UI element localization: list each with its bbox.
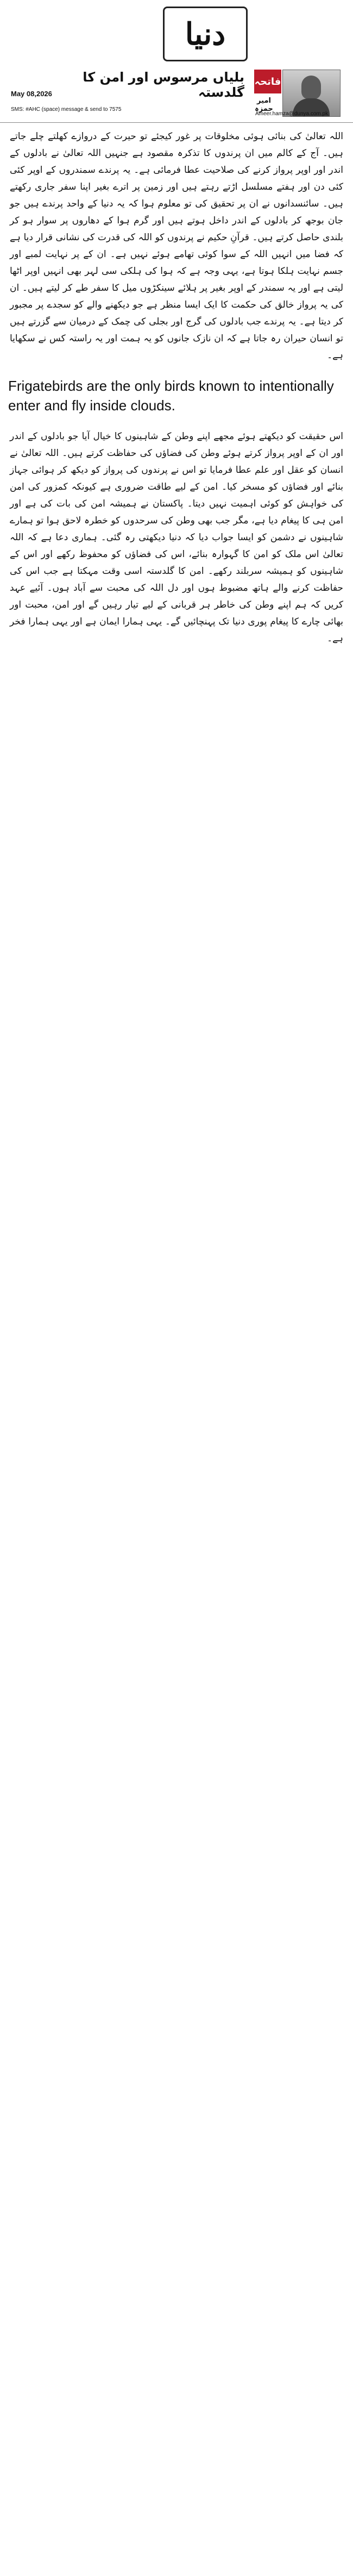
column-headline: بلیاں مرسوس اور امن کا گلدستہ [83,70,244,100]
author-name: امیر حمزہ [255,97,273,113]
author-email[interactable]: Ameer.hamza@dunya.com.pk [255,111,329,117]
masthead [0,0,353,123]
paragraph-1: اللہ تعالیٰ کی بنائی ہوئی مخلوقات پر غور کیجئے تو حیرت کے دروازے کھلتے چلے جاتے ہیں۔ آج کے کالم میں ان پرندوں کا تذکرہ مقصود ہے جنہیں اللہ تعالیٰ نے بادلوں کے اندر اور اوپر پرواز کرنے کی صلاحیت عطا فرمائی ہے۔ یہ پرندے سمندروں کے اوپر کئی کئی دن اور ہفتے مسلسل اڑتے رہتے ہیں اور زمین پر اترے بغیر اپنا سفر جاری رکھتے ہیں۔ سائنسدانوں نے ان پر تحقیق کی تو معلوم ہوا کہ یہ دنیا کے واحد پرندے ہیں جو جان بوجھ کر بادلوں کے اندر داخل ہوتے ہیں اور گرم ہوا کے دھاروں پر سوار ہو کر بلندی حاصل کرتے ہیں۔ قرآنِ حکیم نے پرندوں کو اللہ کی قدرت کی نشانی قرار دیا ہے کہ فضا میں انہیں اللہ کے سوا کوئی تھامے ہوئے نہیں ہے۔ ان کے پر نہایت لمبے اور جسم نہایت ہلکا ہوتا ہے، یہی وجہ ہے کہ ہوا کی ہلکی سی لہر بھی انہیں اوپر اٹھا لیتی ہے اور یہ سمندر کے اوپر بغیر پر ہلائے سینکڑوں میل کا سفر طے کر لیتے ہیں۔ ان کی یہ پرواز خالق کی حکمت کا ایک ایسا منظر ہے جو دیکھنے والے کو سجدے پر مجبور کر دیتا ہے۔ یہ پرندے جب بادلوں کی گرج اور بجلی کی چمک کے درمیان سے گزرتے ہیں تو انسان حیران رہ جاتا ہے کہ ان نازک جانوں کو یہ ہمت اور یہ راستہ کس نے سکھایا ہے۔ [10,131,343,361]
column-name-badge: فاتحہ [254,70,281,93]
publish-date: May 08,2026 [11,90,52,98]
sms-info: SMS: #AHC (space) message & send to 7575 [11,107,122,112]
newspaper-logo: دنیا [163,7,248,61]
author-photo [282,70,341,117]
article-body [0,128,353,647]
paragraph-2: اس حقیقت کو دیکھتے ہوئے مجھے اپنے وطن کے شاہینوں کا خیال آیا جو بادلوں کے اندر اور ان کے اوپر پرواز کرتے ہوئے وطن کی فضاؤں کی حفاظت کرتے ہیں۔ اللہ تعالیٰ نے انسان کو عقل اور علم عطا فرمایا تو اس نے پرندوں کی پرواز کو دیکھ کر ہوائی جہاز بنائے اور فضاؤں کو مسخر کیا۔ امن کے لیے طاقت ضروری ہے کیونکہ کمزور کی امن کی خواہش کو کوئی اہمیت نہیں دیتا۔ پاکستان نے ہمیشہ امن کی بات کی ہے اور امن ہی کا پیغام دیا ہے، مگر جب بھی وطن کی سرحدوں کو خطرہ لاحق ہوا تو ہمارے شاہینوں نے دشمن کو ایسا جواب دیا کہ دنیا دیکھتی رہ گئی۔ ہماری دعا ہے کہ اللہ تعالیٰ اس ملک کو امن کا گہوارہ بنائے، اس کی فضاؤں کو محفوظ رکھے اور اس کے شاہینوں کو ہمیشہ سربلند رکھے۔ امن کا گلدستہ اسی وقت مہکتا ہے جب اس کی حفاظت کرنے والے ہاتھ مضبوط ہوں اور دل اللہ کی محبت سے آباد ہوں۔ آئیے عہد کریں کہ ہم اپنے وطن کی خاطر ہر قربانی کے لیے تیار رہیں گے اور امن، محبت اور بھائی چارے کا پیغام پوری دنیا تک پہنچائیں گے۔ یہی ہمارا ایمان ہے اور یہی ہمارا فخر ہے۔ [10,431,343,644]
english-quote: Frigatebirds are the only birds known to intentionally enter and fly inside clouds. [8,378,334,414]
